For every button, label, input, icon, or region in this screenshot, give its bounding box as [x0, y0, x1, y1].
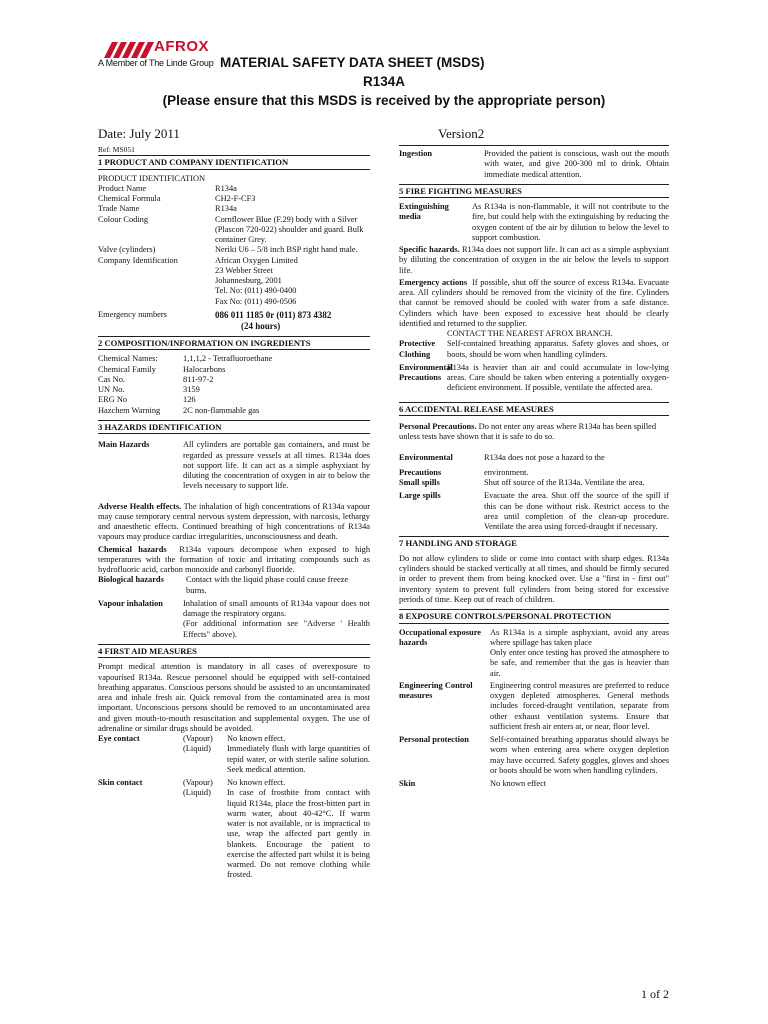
- small-spills: Small spills Shut off source of the R134a. Ventilate the area.: [399, 478, 645, 488]
- emergency-actions: Emergency actions If possible, shut off the source of excess R134a. Evacuate area. All cylinders should be removed from the vicinity of the fire. Cylinders that cannot be removed should be cooled with water from a safe distance. Cylinders which have been exposed to excessive heat should be clearly identified and returned to the supplier.: [399, 277, 670, 328]
- occupational-exposure: Occupational exposure hazards As R134a is a simple asphyxiant, avoid any areas where spillage has taken place Only enter once testing has proved the atmosphere to be safe, and remember that the gas is heavier than air.: [399, 627, 669, 678]
- biological-hazards: Biological hazards Contact with the liquid phase could cause freeze burns.: [98, 575, 349, 595]
- document-title: MATERIAL SAFETY DATA SHEET (MSDS): [220, 55, 485, 70]
- table-row: Cas No. 811-97-2: [98, 374, 214, 384]
- table-row: Colour Coding Cornflower Blue (F.29) body with a Silver (Plascon 720-022) shoulder and guard. Bulk container Grey.: [98, 214, 364, 245]
- handling-storage-text: Do not allow cylinders to slide or come into contact with sharp edges. R134a cylinders should be stacked vertically at all times, and should be firmly secured in order to prevent them from being knocked over. Use a "first in - first out" inventory system to prevent full cylinders from being stored for excessive periods of time. Keep out of reach of children.: [399, 553, 669, 604]
- table-row: Chemical Formula CH2-F-CF3: [98, 194, 256, 204]
- table-row: Trade Name R134a: [98, 204, 237, 214]
- skin-exposure: Skin No known effect: [399, 779, 547, 789]
- composition-table: [98, 354, 370, 416]
- section-4-heading: 4 FIRST AID MEASURES: [98, 644, 370, 658]
- reference-number: Ref: MS051: [98, 145, 370, 156]
- vapour-inhalation: Vapour inhalation Inhalation of small amounts of R134a vapour does not damage the respiratory organs. (For additional information see "Adverse ' Health Effects" above).: [98, 598, 370, 639]
- adverse-health-effects: Adverse Health effects. The inhalation of high concentrations of R134a vapour may cause temporary central nervous system depression, with narcosis, lethargy and anaesthetic effects. Continued breathing of high concentrations of R134a vapours may produce cardiac irregularities, unconsciousness and death.: [98, 501, 370, 542]
- large-spills: Large spills Evacuate the area. Shut off the source of the spill if this can be done without risk. Restrict access to the area until completion of the clean-up procedure. Ventilate the area using forced-draught if necessary.: [399, 491, 669, 532]
- afrox-stripes-icon: [98, 40, 154, 60]
- section-6-heading: 6 ACCIDENTAL RELEASE MEASURES: [399, 402, 669, 416]
- engineering-controls: Engineering Control measures Engineering control measures are preferred to reduce oxygen depleted atmospheres. General methods includes forced-draught ventilation, separate from other exhaust ventilation systems. Ensure that sufficient fresh air enters at, or near, floor level.: [399, 680, 669, 731]
- main-hazards: Main Hazards All cylinders are portable gas containers, and must be regarded as pressure vessels at all times. R134a does not support life. It can act as a simple asphyxiant by diluting the concentration of oxygen in air to below the levels necessary to support life.: [98, 440, 370, 491]
- protective-clothing: Protective Clothing Self-contained breathing apparatus. Safety gloves and shoes, or boots, should be worn when handling cylinders.: [399, 339, 669, 359]
- section-7-heading: 7 HANDLING AND STORAGE: [399, 536, 669, 549]
- first-aid-intro: Prompt medical attention is mandatory in all cases of overexposure to vapourised R134a. Rescue personnel should be equipped with self-contained breathing apparatus. Conscious persons should be assisted to an uncontaminated area and inhale fresh air. Quick removal from the contaminated area is most important. Unconscious persons should be removed to an uncontaminated area and given mouth-to-mouth resuscitation and supplemental oxygen. The use of adrenaline or similar drugs should be avoided.: [98, 662, 370, 733]
- table-row: Chemical Family Halocarbons: [98, 364, 226, 374]
- emergency-contact: CONTACT THE NEAREST AFROX BRANCH.: [447, 329, 613, 339]
- section-1-heading: 1 PRODUCT AND COMPANY IDENTIFICATION: [98, 156, 370, 169]
- distribution-note: (Please ensure that this MSDS is received by the appropriate person): [162, 93, 606, 108]
- table-row: Company Identification African Oxygen Limited: [98, 255, 298, 265]
- left-column: [98, 145, 370, 881]
- table-row: Chemical Names: 1,1,1,2 - Tetrafluoroethane: [98, 354, 273, 364]
- personal-protection: Personal protection Self-contained breathing apparatus should always be worn when entering area where oxygen depletion may have occurred. Safety goggles, gloves and shoes or boots should be worn when handling cylinders.: [399, 735, 669, 775]
- section-8-heading: 8 EXPOSURE CONTROLS/PERSONAL PROTECTION: [399, 609, 669, 623]
- product-title: R134A: [362, 74, 406, 89]
- company-address: 23 Webber Street Johannesburg, 2001 Tel. No: (011) 490-0400 Fax No: (011) 490-0506: [215, 265, 297, 306]
- specific-hazards: Specific hazards. R134a does not support life. It can act as a simple asphyxiant by diluting the concentration of oxygen in the air below the levels to support life.: [399, 245, 670, 275]
- table-row: Product Name R134a: [98, 183, 237, 193]
- table-row: UN No. 3159: [98, 385, 200, 395]
- document-version: Version2: [438, 126, 485, 141]
- document-date: Date: July 2011: [98, 126, 180, 141]
- section-3-heading: 3 HAZARDS IDENTIFICATION: [98, 420, 370, 434]
- ingestion: Ingestion Provided the patient is conscious, wash out the mouth with water, and give 200-300 ml to drink. Obtain immediate medical attention.: [399, 149, 669, 179]
- eye-contact: Eye contact (Vapour) No known effect. (Liquid) Immediately flush with large quantities of tepid water, or with sterile saline solution. Seek medical attention.: [98, 734, 370, 774]
- page-number: 1 of 2: [641, 987, 669, 1002]
- brand-name: AFROX: [154, 38, 209, 55]
- document-header: [0, 0, 768, 120]
- skin-contact: Skin contact (Vapour) No known effect. (Liquid) In case of frostbite from contact with liquid R134a, place the frost-bitten part in warm water, about 40-42°C. If warm water is not available, or is impractical to use, wrap the affected part gently in blankets. Encourage the patient to exercise the affected part whilst it is being warmed. Do not remove clothing while frosted.: [98, 778, 370, 880]
- environmental-precautions: Environmental Precautions R134a is heavier than air and could accumulate in low-lying areas. Care should be taken when entering a potentially oxygen-deficient environment. If possible, ventilate the affected area.: [399, 362, 669, 393]
- right-column: [399, 145, 669, 789]
- member-line: A Member of The Linde Group: [98, 58, 214, 68]
- product-id-table: [98, 184, 370, 332]
- product-identification-subtitle: PRODUCT IDENTIFICATION: [98, 173, 206, 183]
- personal-precautions: Personal Precautions. Do not enter any areas where R134a has been spilled unless tests have shown that it is safe to do so.: [399, 422, 657, 442]
- extinguishing-media: Extinguishing media As R134a is non-flammable, it will not contribute to the fire, but could help with the extinguishing by reducing the oxygen content of the air by dilution to below the level to support combustion.: [399, 202, 669, 242]
- table-row: Hazchem Warning 2C non-flammable gas: [98, 405, 260, 415]
- precautions-row: Precautions environment.: [399, 467, 529, 477]
- table-row: Valve (cylinders) Neriki U6 – 5/8 inch BSP right hand male.: [98, 245, 358, 255]
- section-5-heading: 5 FIRE FIGHTING MEASURES: [399, 184, 669, 198]
- chemical-hazards: Chemical hazards R134a vapours decompose when exposed to high temperatures with the formation of toxic and irritating compounds such as hydrofluoric acid, carbon monoxide and carbonyl fluoride.: [98, 544, 371, 575]
- emergency-hours: (24 hours): [241, 320, 281, 331]
- table-row: ERG No 126: [98, 395, 196, 405]
- emergency-numbers-row: Emergency numbers 086 011 1185 0r (011) 873 4382: [98, 309, 332, 320]
- environmental-row: Environmental R134a does not pose a hazard to the: [399, 452, 605, 462]
- section-2-heading: 2 COMPOSITION/INFORMATION ON INGREDIENTS: [98, 336, 370, 350]
